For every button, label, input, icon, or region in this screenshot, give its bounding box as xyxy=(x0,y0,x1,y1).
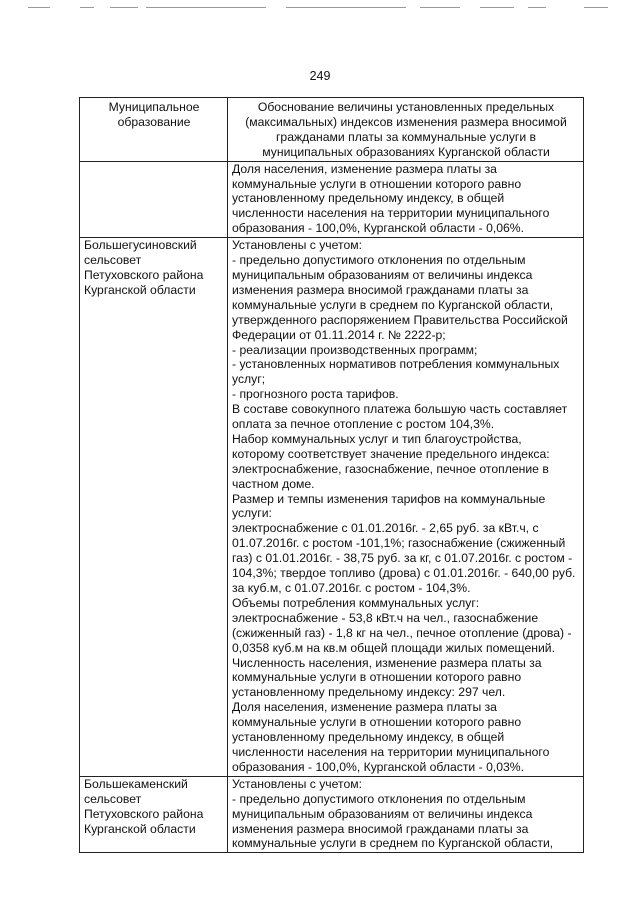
municipality-cell xyxy=(80,238,228,777)
header-municipality xyxy=(80,98,228,162)
justification-line: услуги: xyxy=(232,506,272,521)
justification-line: (сжиженный газ) - 1,8 кг на чел., печное отопление (дрова) - xyxy=(232,625,572,640)
municipality-line: сельсовет xyxy=(84,253,142,268)
justification-line: Установлены с учетом: xyxy=(232,238,362,253)
justification-line: оплата за печное отопление с ростом 104,3%. xyxy=(232,417,495,432)
municipality-line: Петуховского района xyxy=(84,267,204,282)
header-line: гражданами платы за коммунальные услуги в xyxy=(275,129,537,144)
justification-line: Федерации от 01.11.2014 г. № 2222-р; xyxy=(232,327,446,342)
justification-line: установленному предельному индексу, в общей xyxy=(232,191,505,206)
justification-line: изменения размера вносимой гражданами платы за xyxy=(232,821,529,836)
table-row xyxy=(80,776,584,853)
municipality-line: сельсовет xyxy=(84,791,142,806)
header-line: муниципальных образованиях Курганской области xyxy=(262,144,550,159)
justification-line: 0,0358 куб.м на кв.м общей площади жилых помещений. xyxy=(232,640,555,655)
justification-line: услуг; xyxy=(232,372,266,387)
justification-line: - предельно допустимого отклонения по отдельным xyxy=(232,253,526,268)
header-justification xyxy=(228,98,584,162)
municipality-cell xyxy=(80,776,228,853)
header-line: Обоснование величины установленных предельных xyxy=(257,100,555,114)
justification-cell xyxy=(228,161,584,238)
justification-line: численности населения на территории муниципального xyxy=(232,206,550,221)
justification-line: 104,3%; твердое топливо (дрова) с 01.01.2016г. - 640,00 руб. xyxy=(232,566,576,581)
justification-line: коммунальные услуги в отношении которого равно xyxy=(232,176,522,191)
justification-line: численности населения на территории муниципального xyxy=(232,744,550,759)
tariff-index-table xyxy=(79,97,584,853)
justification-line: электроснабжение - 53,8 кВт.ч на чел., газоснабжение xyxy=(232,610,539,625)
justification-line: установленному предельному индексу: 297 чел. xyxy=(232,685,506,700)
justification-line: 01.07.2016г. с ростом -101,1%; газоснабжение (сжиженный xyxy=(232,536,566,551)
municipality-line: Большекаменский xyxy=(84,776,188,791)
municipality-line: Большегусиновский xyxy=(84,238,197,253)
page-number: 249 xyxy=(309,69,331,83)
justification-line: установленному предельному индексу, в общей xyxy=(232,730,505,745)
justification-line: коммунальные услуги в отношении которого равно xyxy=(232,670,522,685)
justification-line: электроснабжение, газоснабжение, печное отопление в xyxy=(232,461,549,476)
table-row xyxy=(80,161,584,238)
justification-line: за куб.м, с 01.07.2016г. с ростом - 104,3%. xyxy=(232,581,471,595)
justification-line: коммунальные услуги в отношении которого равно xyxy=(232,715,522,730)
justification-line: коммунальные услуги в среднем по Курганской области, xyxy=(232,836,554,851)
justification-line: Доля населения, изменение размера платы за xyxy=(232,700,497,715)
justification-line: - прогнозного роста тарифов. xyxy=(232,387,399,402)
justification-cell xyxy=(228,238,584,777)
justification-line: Набор коммунальных услуг и тип благоустройства, xyxy=(232,431,522,446)
header-line: (максимальных) индексов изменения размера вносимой xyxy=(245,114,567,129)
justification-cell xyxy=(228,776,584,853)
justification-line: Численность населения, изменение размера платы за xyxy=(232,655,542,670)
justification-line: электроснабжение с 01.01.2016г. - 2,65 руб. за кВт.ч, с xyxy=(232,521,539,536)
municipality-line: Петуховского района xyxy=(84,806,204,821)
municipality-cell xyxy=(80,161,228,238)
table-row xyxy=(80,238,584,777)
justification-line: утвержденного распоряжением Правительства Российской xyxy=(232,312,568,327)
justification-line: образования - 100,0%, Курганской области - 0,03%. xyxy=(232,759,525,774)
table-header-row xyxy=(80,98,584,162)
justification-line: В составе совокупного платежа большую часть составляет xyxy=(232,402,568,417)
justification-line: Установлены с учетом: xyxy=(232,776,362,791)
justification-line: - предельно допустимого отклонения по отдельным xyxy=(232,791,526,806)
justification-line: Доля населения, изменение размера платы за xyxy=(232,161,497,176)
justification-line: коммунальные услуги в среднем по Курганской области, xyxy=(232,297,554,312)
scan-artifact-line xyxy=(28,4,618,12)
justification-line: - установленных нормативов потребления коммунальных xyxy=(232,357,560,372)
header-line: Муниципальное xyxy=(108,100,200,114)
justification-line: муниципальным образованиям от величины индекса xyxy=(232,267,533,282)
justification-line: - реализации производственных программ; xyxy=(232,342,478,357)
justification-line: Объемы потребления коммунальных услуг: xyxy=(232,595,480,610)
justification-line: газ) с 01.01.2016г. - 38,75 руб. за кг, с 01.07.2016г. с ростом - xyxy=(232,551,573,566)
justification-line: образования - 100,0%, Курганской области - 0,06%. xyxy=(232,221,525,236)
justification-line: муниципальным образованиям от величины индекса xyxy=(232,806,533,821)
justification-line: которому соответствует значение предельного индекса: xyxy=(232,446,550,461)
municipality-line: Курганской области xyxy=(84,821,196,836)
justification-line: Размер и темпы изменения тарифов на коммунальные xyxy=(232,491,546,506)
justification-line: частном доме. xyxy=(232,476,315,491)
justification-line: изменения размера вносимой гражданами платы за xyxy=(232,282,529,297)
header-line: образование xyxy=(117,114,191,129)
municipality-line: Курганской области xyxy=(84,282,196,297)
